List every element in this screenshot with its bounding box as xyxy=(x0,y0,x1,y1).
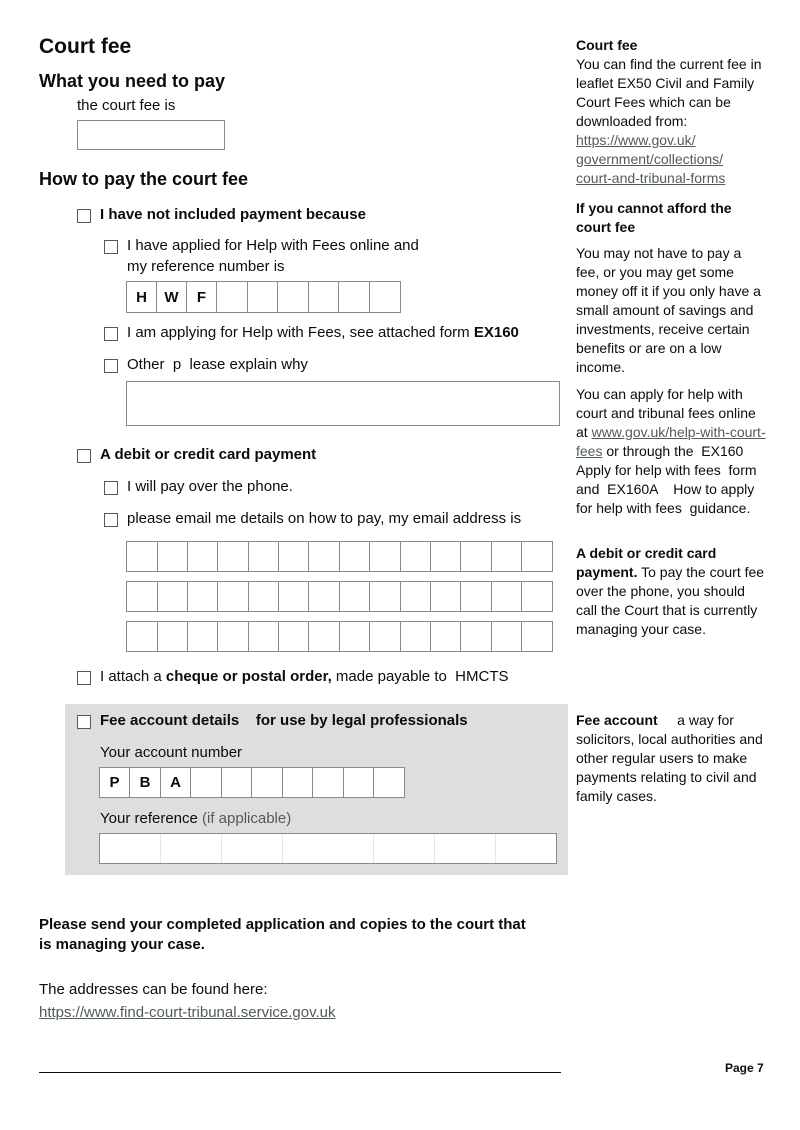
hwf-online-checkbox[interactable] xyxy=(104,240,118,254)
email-input-row-2[interactable] xyxy=(126,581,553,612)
pba-cell[interactable] xyxy=(313,768,344,797)
court-forms-link-3[interactable]: court-and-tribunal-forms xyxy=(576,170,726,186)
ref-cell[interactable] xyxy=(278,282,309,312)
sidebar-fee-account xyxy=(576,711,766,806)
ref-cell[interactable] xyxy=(309,282,339,312)
ref-cell: F xyxy=(187,282,217,312)
sidebar-fee-account-text: a way for solicitors, local authorities and other regular users to make payments relating to civil and family cases. xyxy=(576,712,767,804)
sidebar-court-fee-title: Court fee xyxy=(576,37,638,53)
fee-account-label xyxy=(100,712,468,729)
reference-label xyxy=(100,810,291,827)
help-with-fees-link[interactable]: www.gov.uk/help-with-court-fees xyxy=(576,424,766,459)
reference-optional: (if applicable) xyxy=(202,810,292,827)
account-number-input[interactable] xyxy=(99,767,405,798)
sidebar-card-title: A debit or credit card payment. xyxy=(576,545,717,580)
hwf-online-label-2: my reference number is xyxy=(127,258,285,275)
sidebar-court-fee xyxy=(576,36,766,188)
ref-cell: H xyxy=(127,282,157,312)
cheque-label xyxy=(100,668,509,685)
hwf-applying-text: I am applying for Help with Fees, see attached form xyxy=(127,324,474,341)
pba-cell[interactable] xyxy=(252,768,283,797)
reference-input[interactable] xyxy=(99,833,557,864)
not-included-label: I have not included payment because xyxy=(100,206,366,223)
account-number-label: Your account number xyxy=(100,744,243,761)
sidebar-card-text: To pay the court fee over the phone, you should call the Court that is currently managing your case. xyxy=(576,564,765,637)
sidebar-afford-title: If you cannot afford the court fee xyxy=(576,200,732,235)
not-included-checkbox[interactable] xyxy=(77,209,91,223)
page-title: Court fee xyxy=(39,35,132,58)
page-number: Page 7 xyxy=(725,1061,764,1075)
sidebar-card xyxy=(576,544,766,639)
pba-cell: P xyxy=(100,768,130,797)
court-forms-link-2[interactable]: government/collections/ xyxy=(576,151,724,167)
court-forms-link[interactable]: https://www.gov.uk/ xyxy=(576,132,696,148)
fee-account-rest: for use by legal professionals xyxy=(239,712,468,729)
cheque-pre: I attach a xyxy=(100,668,166,685)
form-ex160: EX160 xyxy=(473,324,519,341)
footer-divider xyxy=(39,1072,561,1073)
ref-cell[interactable] xyxy=(370,282,400,312)
send-instruction: Please send your completed application and copies to the court that xyxy=(39,916,526,933)
addresses-label: The addresses can be found here: xyxy=(39,981,268,998)
other-explain-textarea[interactable] xyxy=(126,381,560,426)
pay-heading: What you need to pay xyxy=(39,71,226,91)
card-payment-checkbox[interactable] xyxy=(77,449,91,463)
pba-cell[interactable] xyxy=(191,768,222,797)
pba-cell: B xyxy=(130,768,161,797)
sidebar-fee-account-title: Fee account xyxy=(576,712,658,728)
phone-label: I will pay over the phone. xyxy=(127,478,293,495)
court-fee-input[interactable] xyxy=(77,120,225,150)
apply-post: or through the EX160 Apply for help with fees form and EX160A How to apply for help with fees guidance. xyxy=(576,443,761,516)
ref-cell[interactable] xyxy=(248,282,278,312)
ref-cell[interactable] xyxy=(339,282,370,312)
cheque-bold: cheque or postal order, xyxy=(165,668,332,685)
email-input-row-3[interactable] xyxy=(126,621,553,652)
sidebar-court-fee-text: You can find the current fee in leaflet EX50 Civil and Family Court Fees which can be downloaded from: xyxy=(576,56,762,129)
cheque-post: made payable to HMCTS xyxy=(331,668,509,685)
reference-label-text: Your reference xyxy=(100,810,203,827)
hwf-applying-checkbox[interactable] xyxy=(104,327,118,341)
send-instruction-2: is managing your case. xyxy=(39,936,205,953)
pba-cell[interactable] xyxy=(222,768,252,797)
email-checkbox[interactable] xyxy=(104,513,118,527)
pba-cell: A xyxy=(161,768,191,797)
pba-cell[interactable] xyxy=(344,768,374,797)
hwf-reference-input[interactable] xyxy=(126,281,401,313)
ref-cell[interactable] xyxy=(217,282,248,312)
sidebar-apply-text xyxy=(576,385,766,518)
apply-pre: You can apply for help with court and tribunal fees online at xyxy=(576,386,760,440)
other-checkbox[interactable] xyxy=(104,359,118,373)
fee-account-bold: Fee account details xyxy=(100,712,240,729)
card-payment-label: A debit or credit card payment xyxy=(100,446,317,463)
cheque-checkbox[interactable] xyxy=(77,671,91,685)
sidebar-afford xyxy=(576,199,766,518)
how-to-pay-heading: How to pay the court fee xyxy=(39,169,249,189)
pba-cell[interactable] xyxy=(283,768,313,797)
email-label: please email me details on how to pay, my email address is xyxy=(127,510,522,527)
phone-checkbox[interactable] xyxy=(104,481,118,495)
addresses-link[interactable]: https://www.find-court-tribunal.service.gov.uk xyxy=(39,1004,336,1021)
ref-cell: W xyxy=(157,282,187,312)
hwf-applying-label xyxy=(127,324,519,341)
email-input-row-1[interactable] xyxy=(126,541,553,572)
fee-label: the court fee is xyxy=(77,97,176,114)
other-label: Other p lease explain why xyxy=(127,356,308,373)
pba-cell[interactable] xyxy=(374,768,404,797)
fee-account-checkbox[interactable] xyxy=(77,715,91,729)
hwf-online-label: I have applied for Help with Fees online and xyxy=(127,237,419,254)
sidebar-afford-text: You may not have to pay a fee, or you may get some money off it if you only have a small amount of savings and investments, receive certain benefits or are on a low income. xyxy=(576,245,761,375)
